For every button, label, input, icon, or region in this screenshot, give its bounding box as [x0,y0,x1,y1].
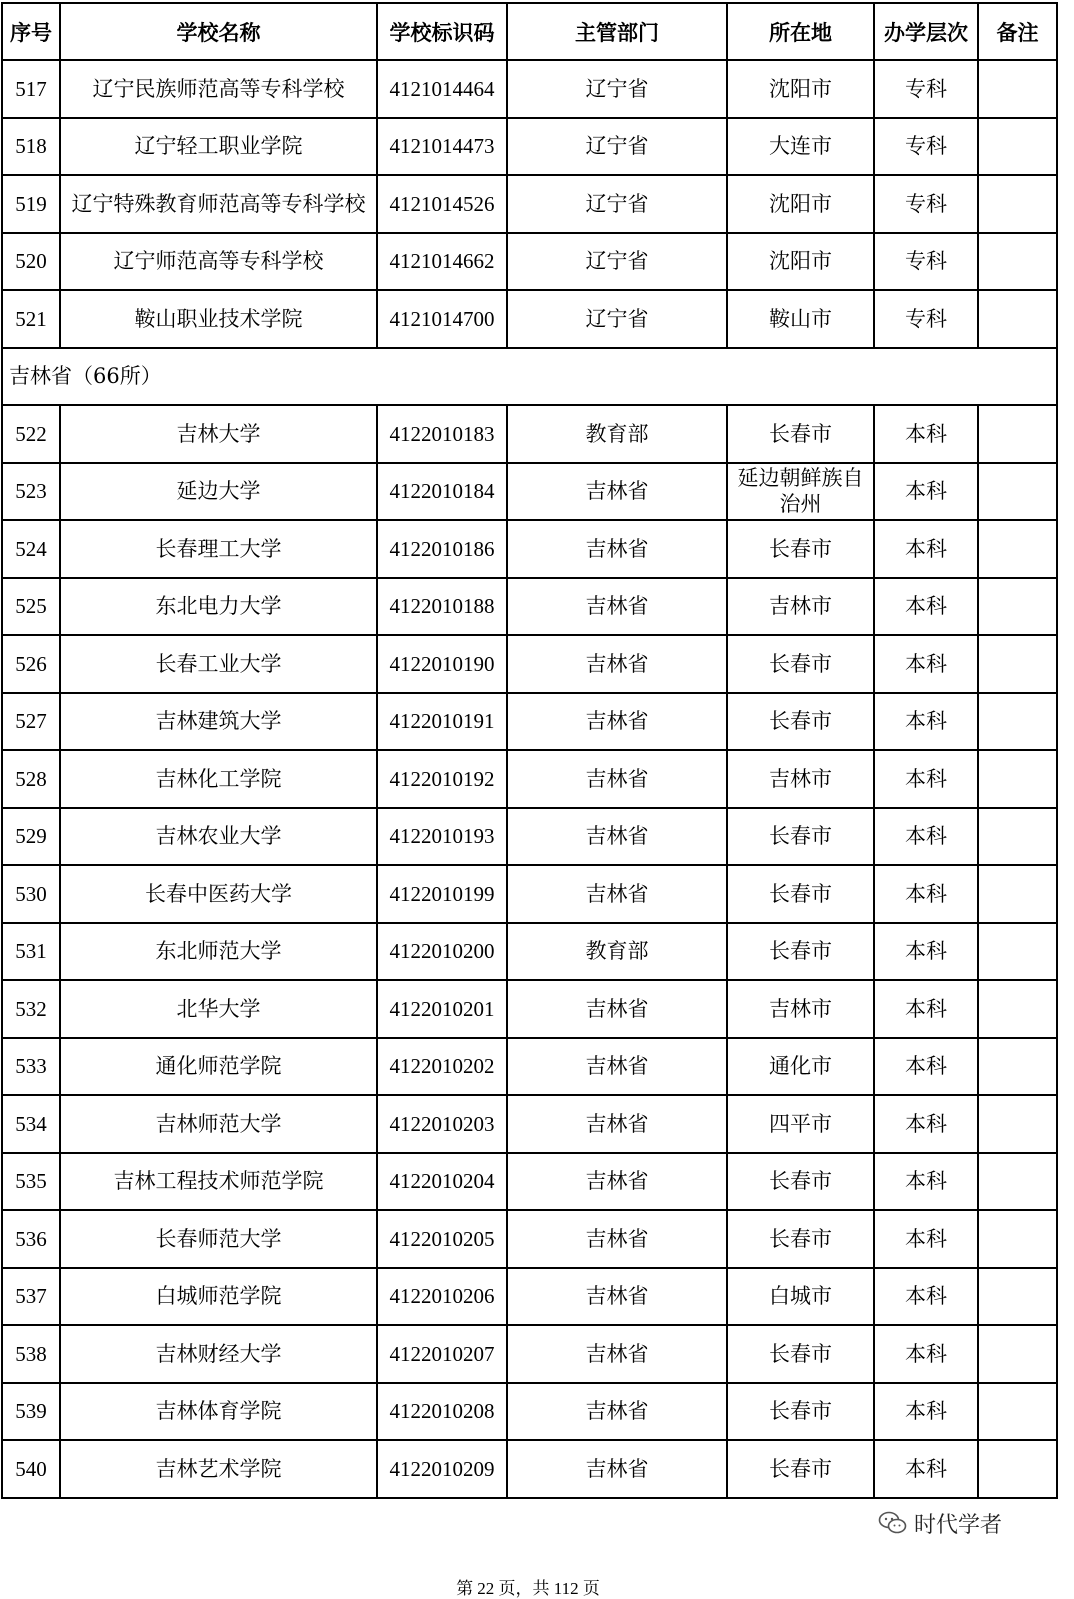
table-row [2,1440,1057,1498]
table-row [2,405,1057,463]
cell-loc: 长春市 [727,1440,874,1498]
cell-name: 东北电力大学 [60,578,377,636]
cell-dept: 吉林省 [507,1325,727,1383]
cell-name: 吉林艺术学院 [60,1440,377,1498]
liaoning-rows [2,60,1057,348]
cell-dept: 吉林省 [507,1383,727,1441]
table-row [2,578,1057,636]
table-row [2,118,1057,176]
table-row [2,60,1057,118]
cell-level: 本科 [874,1210,978,1268]
cell-loc: 长春市 [727,1325,874,1383]
cell-dept: 吉林省 [507,520,727,578]
header-location: 所在地 [727,3,874,60]
section-row [2,348,1057,406]
table-row [2,1038,1057,1096]
cell-name: 通化师范学院 [60,1038,377,1096]
cell-code: 4122010199 [377,865,507,923]
cell-code: 4121014526 [377,175,507,233]
cell-no: 530 [2,865,60,923]
cell-dept: 吉林省 [507,808,727,866]
cell-no: 533 [2,1038,60,1096]
table-row [2,233,1057,291]
header-school-code: 学校标识码 [377,3,507,60]
cell-note [978,463,1057,521]
cell-loc: 长春市 [727,1153,874,1211]
cell-code: 4121014662 [377,233,507,291]
cell-name: 辽宁特殊教育师范高等专科学校 [60,175,377,233]
cell-loc: 长春市 [727,1383,874,1441]
cell-code: 4122010184 [377,463,507,521]
cell-level: 本科 [874,808,978,866]
cell-loc: 长春市 [727,693,874,751]
cell-note [978,175,1057,233]
cell-loc: 长春市 [727,865,874,923]
table-row [2,1210,1057,1268]
cell-note [978,233,1057,291]
cell-note [978,1383,1057,1441]
cell-name: 长春理工大学 [60,520,377,578]
cell-level: 本科 [874,1268,978,1326]
cell-name: 鞍山职业技术学院 [60,290,377,348]
header-note: 备注 [978,3,1057,60]
cell-code: 4121014700 [377,290,507,348]
table-row [2,1383,1057,1441]
cell-note [978,405,1057,463]
cell-name: 吉林工程技术师范学院 [60,1153,377,1211]
cell-no: 528 [2,750,60,808]
watermark [878,1508,1002,1538]
cell-level: 本科 [874,1153,978,1211]
cell-name: 吉林大学 [60,405,377,463]
cell-code: 4121014473 [377,118,507,176]
table-row [2,980,1057,1038]
cell-name: 辽宁轻工职业学院 [60,118,377,176]
page-footer: 第 22 页，共 112 页 [456,1579,600,1598]
cell-code: 4122010201 [377,980,507,1038]
table-row [2,923,1057,981]
cell-dept: 吉林省 [507,635,727,693]
cell-name: 吉林体育学院 [60,1383,377,1441]
cell-no: 527 [2,693,60,751]
cell-dept: 吉林省 [507,578,727,636]
cell-code: 4122010204 [377,1153,507,1211]
cell-loc: 鞍山市 [727,290,874,348]
cell-code: 4122010192 [377,750,507,808]
table-header-row [2,3,1057,60]
cell-name: 吉林农业大学 [60,808,377,866]
cell-dept: 吉林省 [507,1268,727,1326]
cell-name: 吉林化工学院 [60,750,377,808]
cell-note [978,1325,1057,1383]
cell-level: 本科 [874,750,978,808]
cell-name: 长春工业大学 [60,635,377,693]
header-level: 办学层次 [874,3,978,60]
cell-level: 本科 [874,1383,978,1441]
cell-note [978,1038,1057,1096]
cell-no: 537 [2,1268,60,1326]
cell-code: 4121014464 [377,60,507,118]
cell-note [978,980,1057,1038]
cell-dept: 吉林省 [507,693,727,751]
cell-loc: 吉林市 [727,980,874,1038]
cell-no: 522 [2,405,60,463]
jilin-rows [2,405,1057,1498]
cell-name: 延边大学 [60,463,377,521]
cell-code: 4122010193 [377,808,507,866]
cell-note [978,1153,1057,1211]
cell-note [978,1268,1057,1326]
cell-loc: 大连市 [727,118,874,176]
section-title: 吉林省（66所） [2,348,1057,406]
cell-code: 4122010208 [377,1383,507,1441]
cell-code: 4122010202 [377,1038,507,1096]
table-row [2,865,1057,923]
cell-level: 专科 [874,60,978,118]
cell-code: 4122010206 [377,1268,507,1326]
cell-note [978,923,1057,981]
cell-loc: 长春市 [727,520,874,578]
cell-dept: 吉林省 [507,1153,727,1211]
cell-note [978,1440,1057,1498]
cell-dept: 辽宁省 [507,175,727,233]
cell-name: 北华大学 [60,980,377,1038]
cell-code: 4122010205 [377,1210,507,1268]
cell-note [978,290,1057,348]
cell-level: 本科 [874,1095,978,1153]
cell-level: 本科 [874,923,978,981]
cell-code: 4122010200 [377,923,507,981]
cell-dept: 辽宁省 [507,60,727,118]
cell-dept: 吉林省 [507,750,727,808]
cell-dept: 吉林省 [507,865,727,923]
cell-no: 539 [2,1383,60,1441]
header-no: 序号 [2,3,60,60]
cell-note [978,578,1057,636]
cell-level: 专科 [874,118,978,176]
table-row [2,635,1057,693]
cell-code: 4122010209 [377,1440,507,1498]
cell-dept: 吉林省 [507,1095,727,1153]
cell-level: 本科 [874,1440,978,1498]
cell-loc: 长春市 [727,1210,874,1268]
cell-dept: 辽宁省 [507,233,727,291]
table-row [2,693,1057,751]
table-row [2,750,1057,808]
cell-no: 532 [2,980,60,1038]
cell-code: 4122010207 [377,1325,507,1383]
cell-loc: 吉林市 [727,750,874,808]
table-row [2,175,1057,233]
cell-dept: 吉林省 [507,1210,727,1268]
cell-level: 本科 [874,1325,978,1383]
cell-code: 4122010188 [377,578,507,636]
cell-code: 4122010203 [377,1095,507,1153]
cell-no: 521 [2,290,60,348]
cell-no: 538 [2,1325,60,1383]
cell-no: 525 [2,578,60,636]
cell-name: 白城师范学院 [60,1268,377,1326]
cell-dept: 吉林省 [507,1440,727,1498]
cell-level: 本科 [874,520,978,578]
cell-no: 526 [2,635,60,693]
cell-note [978,693,1057,751]
cell-code: 4122010191 [377,693,507,751]
table-row [2,1268,1057,1326]
table-row [2,290,1057,348]
cell-name: 吉林师范大学 [60,1095,377,1153]
cell-no: 534 [2,1095,60,1153]
cell-note [978,635,1057,693]
cell-loc: 长春市 [727,405,874,463]
cell-no: 517 [2,60,60,118]
cell-dept: 吉林省 [507,980,727,1038]
cell-name: 辽宁民族师范高等专科学校 [60,60,377,118]
cell-no: 524 [2,520,60,578]
cell-note [978,520,1057,578]
watermark-text: 时代学者 [914,1512,1003,1538]
cell-loc: 沈阳市 [727,175,874,233]
section-jilin [2,348,1057,406]
cell-level: 本科 [874,463,978,521]
cell-no: 520 [2,233,60,291]
cell-dept: 吉林省 [507,1038,727,1096]
cell-level: 专科 [874,290,978,348]
cell-name: 吉林财经大学 [60,1325,377,1383]
cell-name: 长春中医药大学 [60,865,377,923]
table-row [2,808,1057,866]
cell-no: 540 [2,1440,60,1498]
cell-loc: 沈阳市 [727,60,874,118]
cell-name: 东北师范大学 [60,923,377,981]
cell-name: 吉林建筑大学 [60,693,377,751]
cell-no: 518 [2,118,60,176]
table-row [2,1095,1057,1153]
header-school-name: 学校名称 [60,3,377,60]
cell-loc: 沈阳市 [727,233,874,291]
cell-note [978,60,1057,118]
table-row [2,520,1057,578]
cell-no: 529 [2,808,60,866]
wechat-icon [878,1510,908,1536]
cell-note [978,865,1057,923]
cell-code: 4122010183 [377,405,507,463]
cell-loc: 长春市 [727,923,874,981]
table-row [2,1325,1057,1383]
cell-level: 本科 [874,1038,978,1096]
cell-loc: 长春市 [727,808,874,866]
cell-name: 辽宁师范高等专科学校 [60,233,377,291]
cell-dept: 辽宁省 [507,118,727,176]
table-row [2,463,1057,521]
cell-note [978,1095,1057,1153]
cell-level: 本科 [874,865,978,923]
school-list-table [1,2,1058,1499]
cell-loc: 通化市 [727,1038,874,1096]
cell-no: 519 [2,175,60,233]
cell-loc: 四平市 [727,1095,874,1153]
cell-dept: 教育部 [507,405,727,463]
cell-name: 长春师范大学 [60,1210,377,1268]
cell-loc: 吉林市 [727,578,874,636]
cell-level: 本科 [874,405,978,463]
cell-no: 523 [2,463,60,521]
cell-note [978,1210,1057,1268]
cell-no: 531 [2,923,60,981]
cell-level: 本科 [874,578,978,636]
cell-note [978,808,1057,866]
cell-level: 专科 [874,233,978,291]
cell-loc: 长春市 [727,635,874,693]
table-row [2,1153,1057,1211]
cell-code: 4122010190 [377,635,507,693]
cell-loc: 延边朝鲜族自治州 [727,463,874,521]
cell-level: 本科 [874,693,978,751]
cell-note [978,118,1057,176]
cell-dept: 辽宁省 [507,290,727,348]
cell-note [978,750,1057,808]
cell-loc: 白城市 [727,1268,874,1326]
cell-code: 4122010186 [377,520,507,578]
header-department: 主管部门 [507,3,727,60]
cell-no: 535 [2,1153,60,1211]
cell-level: 本科 [874,980,978,1038]
cell-level: 专科 [874,175,978,233]
cell-level: 本科 [874,635,978,693]
cell-dept: 吉林省 [507,463,727,521]
cell-no: 536 [2,1210,60,1268]
cell-dept: 教育部 [507,923,727,981]
